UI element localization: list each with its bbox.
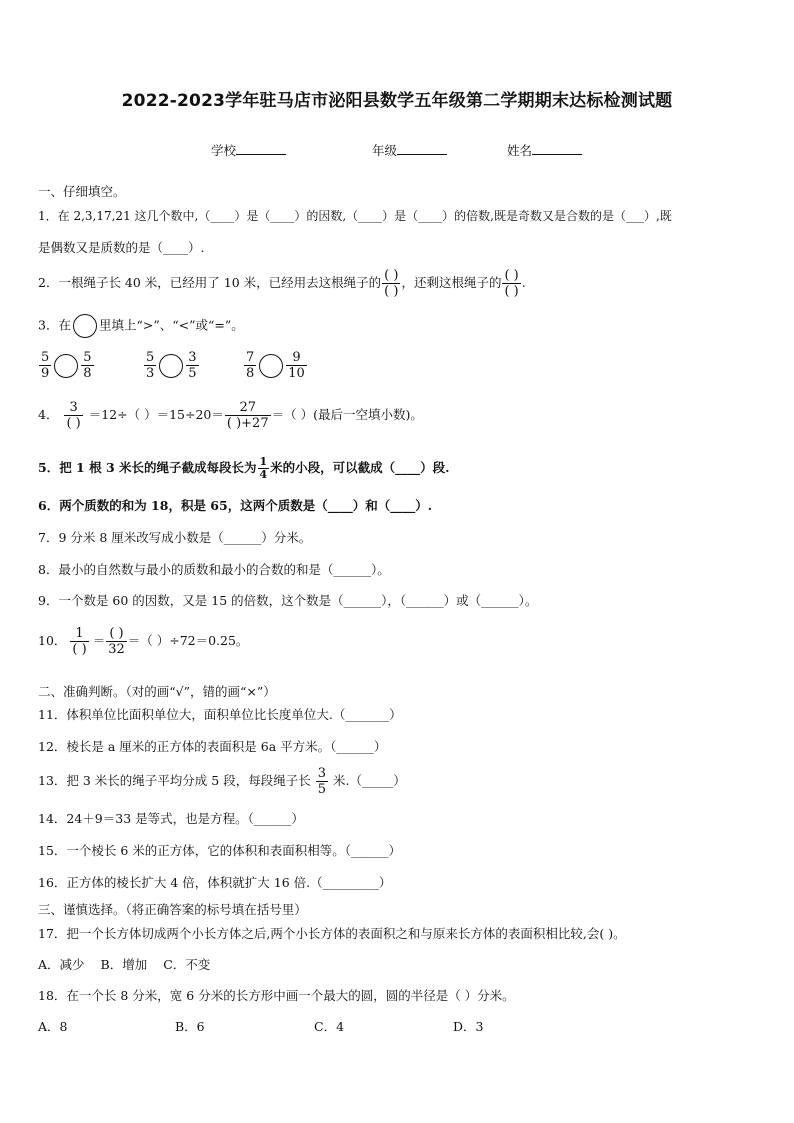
question-1-line-2: 是偶数又是质数的是（____）.: [38, 240, 205, 255]
compare-pair-2: $\frac{5}{3}$ $\frac{3}{5}$: [146, 350, 197, 381]
grade-field: [372, 142, 447, 159]
question-18-option-c[interactable]: C．4: [314, 1019, 345, 1034]
question-17: 17．把一个长方体切成两个小长方体之后,两个小长方体的表面积之和与原来长方体的表面积相比较,会( )。: [38, 926, 626, 941]
question-16: 16．正方体的棱长扩大 4 倍，体积就扩大 16 倍.（_________）: [38, 875, 392, 890]
school-blank[interactable]: [236, 142, 286, 155]
question-18-option-d[interactable]: D．3: [453, 1019, 484, 1034]
grade-label: 年级: [372, 143, 398, 158]
compare-pair-3: $\frac{7}{8}$ $\frac{9}{10}$: [246, 350, 305, 381]
name-label: 姓名: [507, 143, 533, 158]
name-blank[interactable]: [532, 142, 582, 155]
name-field: [507, 142, 582, 159]
question-2: 2．一根绳子长 40 米，已经用了 10 米，已经用去这根绳子的 $\frac{( )}{( )}$ ，还剩这根绳子的 $\frac{( )}{( )}$ .: [38, 268, 526, 299]
question-18: 18．在一个长 8 分米，宽 6 分米的长方形中画一个最大的圆，圆的半径是（ ）分米。: [38, 988, 515, 1003]
question-4: 4． $\frac{3}{( )}$ ＝12÷（ ）＝15÷20＝ $\frac{27}{( )+27}$ ＝（ ）(最后一空填小数)。: [38, 400, 423, 431]
compare-circle-2[interactable]: [159, 354, 183, 378]
question-11: 11．体积单位比面积单位大，面积单位比长度单位大.（_______）: [38, 707, 402, 722]
page-title: 2022-2023学年驻马店市泌阳县数学五年级第二学期期末达标检测试题: [121, 91, 673, 111]
circle-icon: [73, 314, 97, 338]
question-15: 15．一个棱长 6 米的正方体，它的体积和表面积相等。（______）: [38, 843, 402, 858]
question-9: 9．一个数是 60 的因数，又是 15 的倍数，这个数是（______），（______）或（______）。: [38, 593, 538, 608]
question-8: 8．最小的自然数与最小的质数和最小的合数的和是（______）。: [38, 562, 390, 577]
question-5: 5．把 1 根 3 米长的绳子截成每段长为 $\frac{1}{4}$ 米的小段，可以截成（____）段.: [38, 455, 450, 481]
compare-circle-1[interactable]: [54, 354, 78, 378]
school-label: 学校: [211, 143, 237, 158]
option-c[interactable]: C．不变: [163, 957, 211, 972]
question-1-line-1: 1．在 2,3,17,21 这几个数中,（____）是（____）的因数,（____）是（____）的倍数,既是奇数又是合数的是（___）,既: [38, 209, 672, 223]
compare-circle-3[interactable]: [259, 354, 283, 378]
section-heading-3: 三、谨慎选择。（将正确答案的标号填在括号里）: [38, 902, 307, 917]
option-a[interactable]: A．减少: [38, 957, 85, 972]
question-18-option-a[interactable]: A．8: [38, 1019, 68, 1034]
question-6: 6．两个质数的和为 18，积是 65，这两个质数是（____）和（____）.: [38, 498, 433, 513]
question-3: 3．在 里填上“>”、“<”或“=”。: [38, 314, 244, 338]
option-b[interactable]: B．增加: [100, 957, 148, 972]
question-13: 13．把 3 米长的绳子平均分成 5 段，每段绳子长 $\frac{3}{5}$ 米.（_____）: [38, 766, 406, 797]
question-10: 10． $\frac{1}{( )}$ ＝ $\frac{( )}{32}$ ＝（ ）÷72＝0.25。: [38, 626, 249, 657]
section-heading-1: 一、仔细填空。: [38, 184, 126, 199]
question-17-options: [38, 957, 210, 973]
grade-blank[interactable]: [397, 142, 447, 155]
compare-pair-1: $\frac{5}{9}$ $\frac{5}{8}$: [41, 350, 92, 381]
question-18-option-b[interactable]: B．6: [175, 1019, 205, 1034]
question-7: 7．9 分米 8 厘米改写成小数是（______）分米。: [38, 530, 312, 545]
question-12: 12．棱长是 a 厘米的正方体的表面积是 6a 平方米。（______）: [38, 739, 387, 754]
question-14: 14．24＋9＝33 是等式，也是方程。（______）: [38, 811, 304, 826]
school-field: [211, 142, 286, 159]
section-heading-2: 二、准确判断。（对的画“√”，错的画“×”）: [38, 684, 276, 699]
